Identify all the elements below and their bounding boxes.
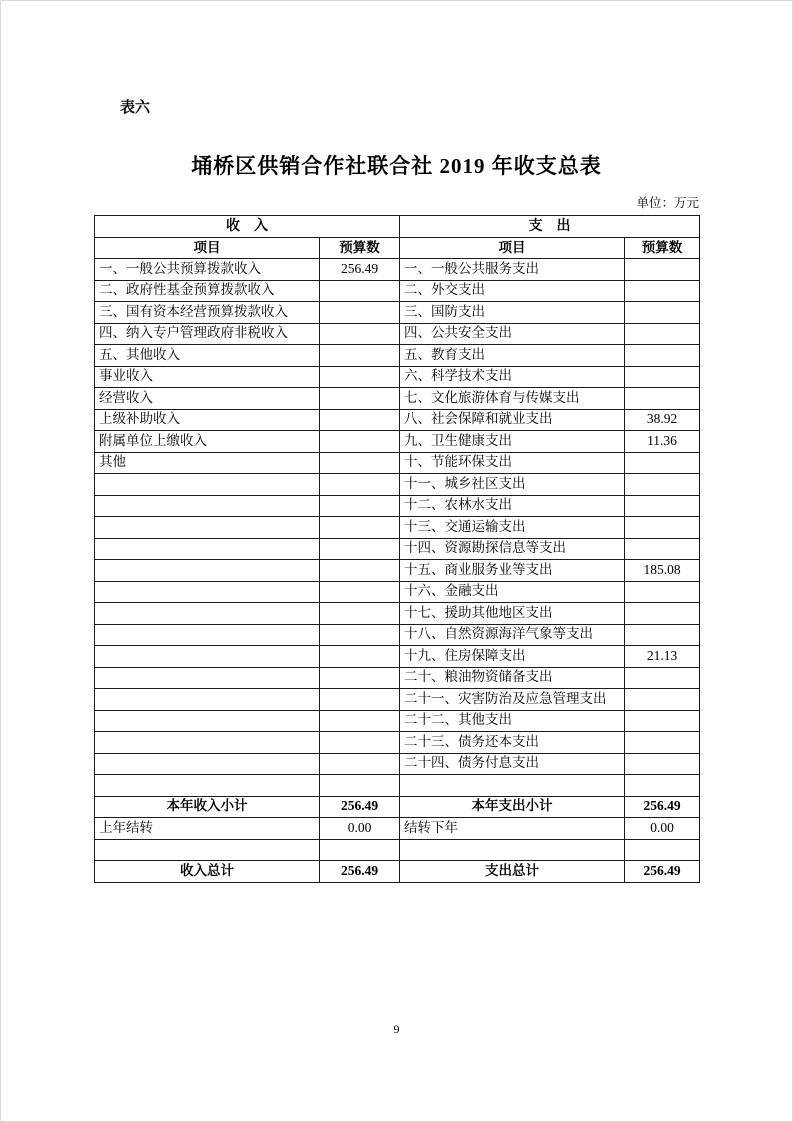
income-value-cell: 256.49	[320, 259, 400, 281]
expense-item-cell: 十七、援助其他地区支出	[400, 603, 625, 625]
income-value-cell	[320, 366, 400, 388]
expense-value-cell	[625, 753, 700, 775]
expense-value-cell	[625, 667, 700, 689]
income-item-cell: 上年结转	[95, 818, 320, 840]
table-row	[95, 538, 700, 560]
income-item-cell	[95, 839, 320, 861]
table-row	[95, 474, 700, 496]
expense-item-cell: 六、科学技术支出	[400, 366, 625, 388]
expense-item-cell: 十二、农林水支出	[400, 495, 625, 517]
table-row	[95, 861, 700, 883]
income-value-cell	[320, 345, 400, 367]
income-item-cell: 三、国有资本经营预算拨款收入	[95, 302, 320, 324]
income-value-cell: 256.49	[320, 796, 400, 818]
income-item-cell	[95, 775, 320, 797]
income-value-cell	[320, 667, 400, 689]
expense-value-cell	[625, 474, 700, 496]
income-value-cell	[320, 753, 400, 775]
expense-item-cell: 二十四、债务付息支出	[400, 753, 625, 775]
income-budget-column-header: 预算数	[320, 238, 400, 259]
income-item-cell: 五、其他收入	[95, 345, 320, 367]
table-row	[95, 452, 700, 474]
expense-item-cell: 八、社会保障和就业支出	[400, 409, 625, 431]
expense-value-cell	[625, 452, 700, 474]
table-row	[95, 818, 700, 840]
income-item-cell	[95, 732, 320, 754]
income-value-cell	[320, 409, 400, 431]
income-item-cell	[95, 581, 320, 603]
income-item-cell: 上级补助收入	[95, 409, 320, 431]
income-item-cell	[95, 603, 320, 625]
income-value-cell: 256.49	[320, 861, 400, 883]
expense-item-cell: 二、外交支出	[400, 280, 625, 302]
income-value-cell	[320, 474, 400, 496]
expense-value-cell	[625, 624, 700, 646]
expense-value-cell: 256.49	[625, 861, 700, 883]
expense-item-cell: 一、一般公共服务支出	[400, 259, 625, 281]
table-row	[95, 753, 700, 775]
expense-item-column-header: 项目	[400, 238, 625, 259]
table-row	[95, 517, 700, 539]
table-header	[95, 216, 700, 259]
income-item-cell: 其他	[95, 452, 320, 474]
expense-item-cell: 九、卫生健康支出	[400, 431, 625, 453]
expense-budget-column-header: 预算数	[625, 238, 700, 259]
expense-value-cell	[625, 775, 700, 797]
expense-item-cell: 四、公共安全支出	[400, 323, 625, 345]
section-header-row	[95, 216, 700, 238]
expense-value-cell	[625, 366, 700, 388]
expense-value-cell	[625, 581, 700, 603]
income-value-cell	[320, 431, 400, 453]
expense-item-cell: 结转下年	[400, 818, 625, 840]
expense-value-cell: 38.92	[625, 409, 700, 431]
table-row	[95, 409, 700, 431]
expense-section-header: 支 出	[400, 216, 700, 238]
table-row	[95, 280, 700, 302]
column-header-row	[95, 238, 700, 259]
income-item-cell: 经营收入	[95, 388, 320, 410]
expense-item-cell: 十九、住房保障支出	[400, 646, 625, 668]
expense-value-cell	[625, 603, 700, 625]
page-title: 埇桥区供销合作社联合社 2019 年收支总表	[191, 154, 602, 178]
expense-item-cell: 本年支出小计	[400, 796, 625, 818]
expense-value-cell	[625, 710, 700, 732]
table-row	[95, 839, 700, 861]
income-item-cell: 二、政府性基金预算拨款收入	[95, 280, 320, 302]
income-value-cell	[320, 302, 400, 324]
table-row	[95, 646, 700, 668]
expense-item-cell: 十四、资源勘探信息等支出	[400, 538, 625, 560]
expense-item-cell: 十、节能环保支出	[400, 452, 625, 474]
expense-item-cell: 二十三、债务还本支出	[400, 732, 625, 754]
expense-item-cell	[400, 775, 625, 797]
expense-value-cell	[625, 839, 700, 861]
table-row	[95, 581, 700, 603]
expense-value-cell	[625, 517, 700, 539]
income-item-cell	[95, 495, 320, 517]
income-item-cell: 收入总计	[95, 861, 320, 883]
income-value-cell	[320, 839, 400, 861]
expense-value-cell	[625, 302, 700, 324]
income-item-cell	[95, 538, 320, 560]
income-item-cell	[95, 646, 320, 668]
expense-item-cell: 十三、交通运输支出	[400, 517, 625, 539]
table-row	[95, 495, 700, 517]
income-item-cell	[95, 474, 320, 496]
income-value-cell	[320, 689, 400, 711]
expense-item-cell: 二十一、灾害防治及应急管理支出	[400, 689, 625, 711]
expense-value-cell	[625, 495, 700, 517]
income-item-cell: 事业收入	[95, 366, 320, 388]
income-section-header: 收 入	[95, 216, 400, 238]
income-item-cell	[95, 710, 320, 732]
unit-note: 单位：万元	[636, 196, 699, 210]
income-item-cell: 附属单位上缴收入	[95, 431, 320, 453]
income-item-cell: 一、一般公共预算拨款收入	[95, 259, 320, 281]
income-item-cell	[95, 689, 320, 711]
table-row	[95, 710, 700, 732]
income-item-cell: 本年收入小计	[95, 796, 320, 818]
income-value-cell	[320, 495, 400, 517]
income-value-cell	[320, 538, 400, 560]
income-value-cell	[320, 323, 400, 345]
table-row	[95, 560, 700, 582]
table-row	[95, 667, 700, 689]
income-value-cell	[320, 624, 400, 646]
income-value-cell	[320, 581, 400, 603]
income-item-cell	[95, 624, 320, 646]
income-value-cell	[320, 646, 400, 668]
income-item-cell	[95, 753, 320, 775]
expense-item-cell: 十八、自然资源海洋气象等支出	[400, 624, 625, 646]
expense-item-cell: 十一、城乡社区支出	[400, 474, 625, 496]
table-row	[95, 366, 700, 388]
table-row	[95, 796, 700, 818]
expense-value-cell: 256.49	[625, 796, 700, 818]
table-row	[95, 388, 700, 410]
expense-item-cell: 十五、商业服务业等支出	[400, 560, 625, 582]
expense-item-cell	[400, 839, 625, 861]
table-row	[95, 302, 700, 324]
expense-value-cell: 0.00	[625, 818, 700, 840]
expense-value-cell	[625, 689, 700, 711]
income-item-cell: 四、纳入专户管理政府非税收入	[95, 323, 320, 345]
budget-table	[94, 215, 700, 883]
table-row	[95, 323, 700, 345]
table-row	[95, 775, 700, 797]
table-row	[95, 259, 700, 281]
expense-item-cell: 二十二、其他支出	[400, 710, 625, 732]
expense-value-cell: 11.36	[625, 431, 700, 453]
expense-value-cell: 185.08	[625, 560, 700, 582]
expense-item-cell: 十六、金融支出	[400, 581, 625, 603]
income-value-cell	[320, 517, 400, 539]
expense-item-cell: 三、国防支出	[400, 302, 625, 324]
income-value-cell	[320, 732, 400, 754]
income-value-cell: 0.00	[320, 818, 400, 840]
expense-value-cell	[625, 732, 700, 754]
expense-value-cell	[625, 280, 700, 302]
income-item-cell	[95, 517, 320, 539]
income-value-cell	[320, 388, 400, 410]
income-value-cell	[320, 560, 400, 582]
expense-value-cell	[625, 345, 700, 367]
income-value-cell	[320, 280, 400, 302]
table-row	[95, 345, 700, 367]
income-item-cell	[95, 560, 320, 582]
table-label: 表六	[120, 100, 151, 116]
page-number: 9	[393, 1022, 400, 1036]
expense-item-cell: 支出总计	[400, 861, 625, 883]
expense-item-cell: 七、文化旅游体育与传媒支出	[400, 388, 625, 410]
income-value-cell	[320, 775, 400, 797]
table-body	[95, 259, 700, 883]
income-item-column-header: 项目	[95, 238, 320, 259]
income-item-cell	[95, 667, 320, 689]
income-value-cell	[320, 452, 400, 474]
table-row	[95, 624, 700, 646]
expense-value-cell	[625, 259, 700, 281]
table-row	[95, 431, 700, 453]
expense-value-cell	[625, 538, 700, 560]
expense-item-cell: 二十、粮油物资储备支出	[400, 667, 625, 689]
income-value-cell	[320, 710, 400, 732]
expense-value-cell: 21.13	[625, 646, 700, 668]
expense-value-cell	[625, 323, 700, 345]
table-row	[95, 603, 700, 625]
expense-value-cell	[625, 388, 700, 410]
expense-item-cell: 五、教育支出	[400, 345, 625, 367]
table-row	[95, 689, 700, 711]
income-value-cell	[320, 603, 400, 625]
table-row	[95, 732, 700, 754]
